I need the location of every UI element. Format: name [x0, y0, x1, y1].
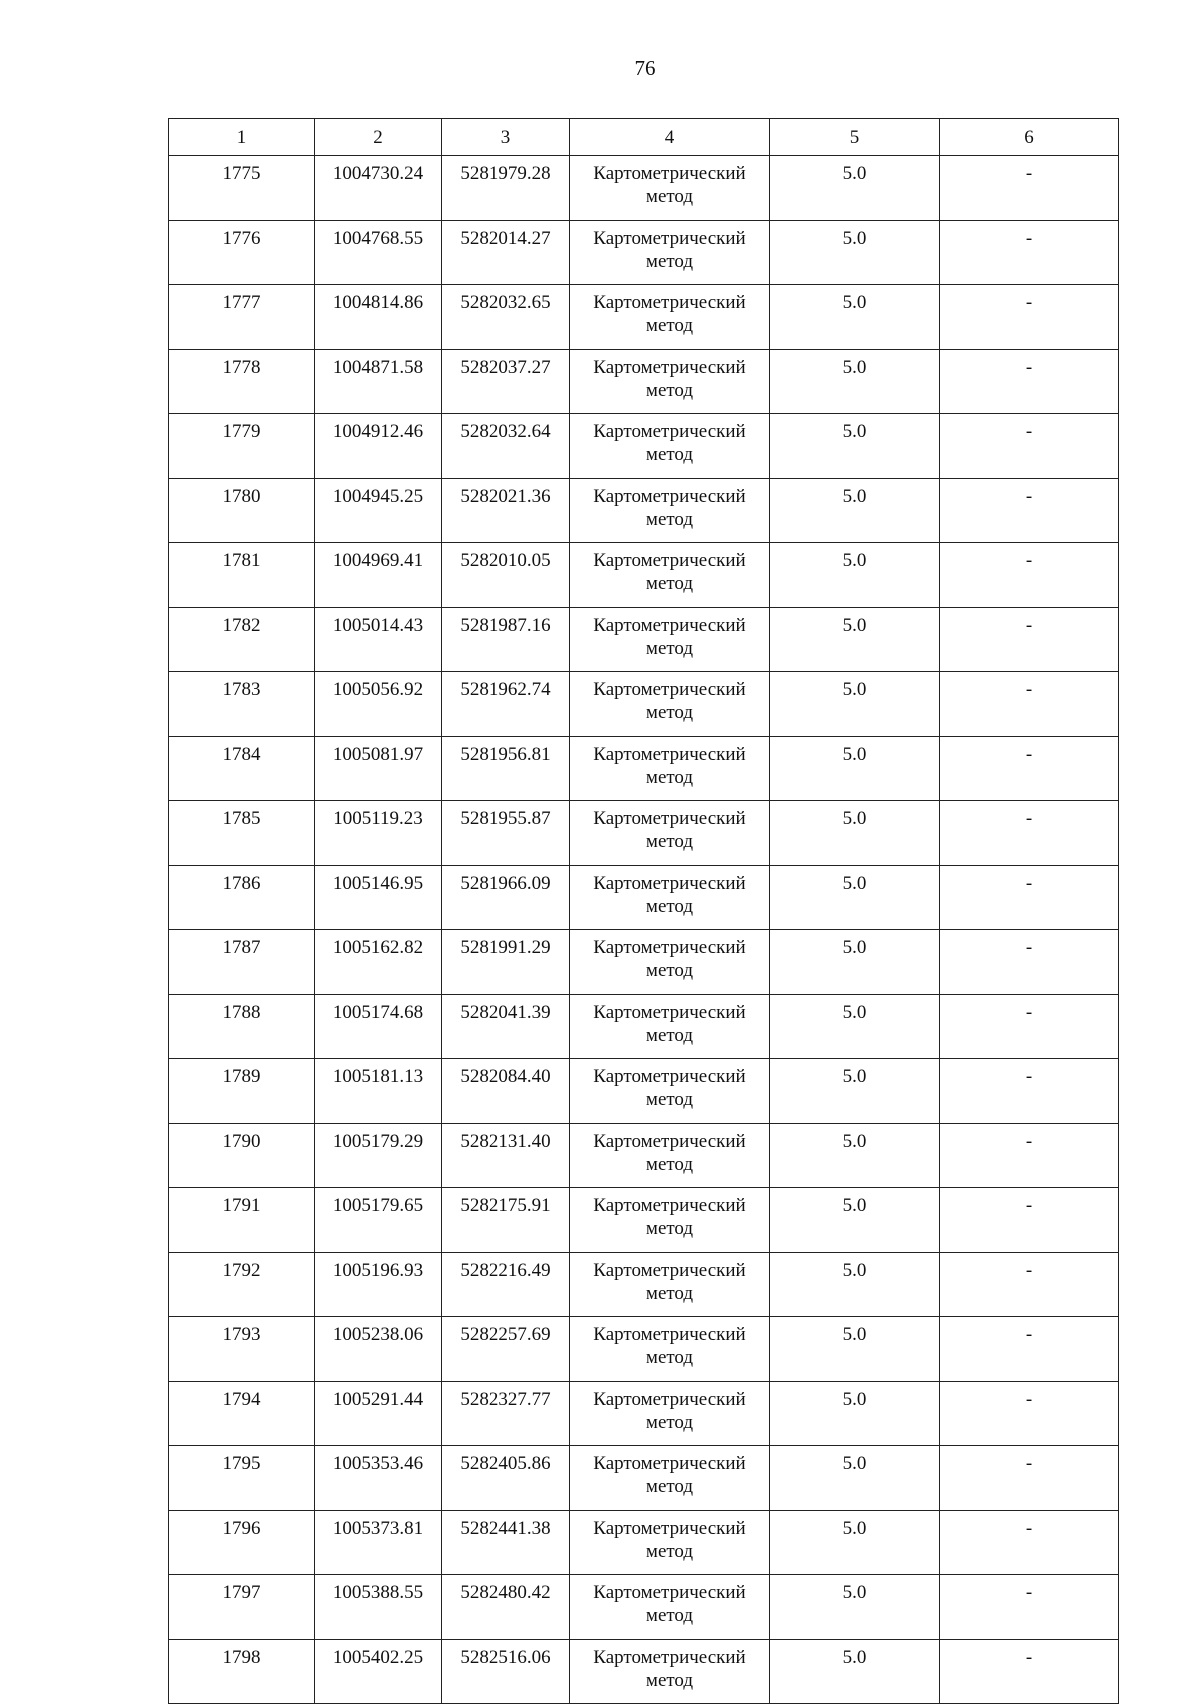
- point-number-cell: 1775: [169, 156, 315, 221]
- note-cell: -: [940, 1317, 1119, 1382]
- x-coordinate-cell: 1004871.58: [315, 349, 442, 414]
- method-cell: [570, 414, 770, 479]
- table-row: [169, 1059, 1119, 1124]
- method-text: Картометрический метод: [593, 1517, 746, 1562]
- method-text: Картометрический метод: [593, 1001, 746, 1046]
- method-text: Картометрический метод: [593, 614, 746, 659]
- method-text: Картометрический метод: [593, 1646, 746, 1691]
- accuracy-cell: 5.0: [770, 1639, 940, 1704]
- method-cell: [570, 1188, 770, 1253]
- y-coordinate-cell: 5282480.42: [442, 1575, 570, 1640]
- note-cell: -: [940, 1510, 1119, 1575]
- table-row: [169, 672, 1119, 737]
- method-cell: [570, 1123, 770, 1188]
- method-cell: [570, 285, 770, 350]
- x-coordinate-cell: 1004969.41: [315, 543, 442, 608]
- x-coordinate-cell: 1005162.82: [315, 930, 442, 995]
- point-number-cell: 1795: [169, 1446, 315, 1511]
- y-coordinate-cell: 5281979.28: [442, 156, 570, 221]
- x-coordinate-cell: 1005056.92: [315, 672, 442, 737]
- x-coordinate-cell: 1004814.86: [315, 285, 442, 350]
- point-number-cell: 1790: [169, 1123, 315, 1188]
- table-row: [169, 1639, 1119, 1704]
- method-cell: [570, 1059, 770, 1124]
- x-coordinate-cell: 1005179.65: [315, 1188, 442, 1253]
- method-text: Картометрический метод: [593, 1324, 746, 1368]
- accuracy-cell: 5.0: [770, 1317, 940, 1382]
- point-number-cell: 1777: [169, 285, 315, 350]
- accuracy-cell: 5.0: [770, 1446, 940, 1511]
- method-cell: [570, 1252, 770, 1317]
- x-coordinate-cell: 1005291.44: [315, 1381, 442, 1446]
- header-row: [169, 119, 1119, 156]
- point-number-cell: 1793: [169, 1317, 315, 1382]
- column-header-2: 2: [315, 119, 442, 156]
- note-cell: -: [940, 1575, 1119, 1640]
- accuracy-cell: 5.0: [770, 1123, 940, 1188]
- table-row: [169, 1381, 1119, 1446]
- accuracy-cell: 5.0: [770, 1059, 940, 1124]
- method-cell: [570, 156, 770, 221]
- page-number: 76: [634, 56, 656, 80]
- method-text: Картометрический метод: [593, 550, 746, 594]
- accuracy-cell: 5.0: [770, 478, 940, 543]
- method-cell: [570, 220, 770, 285]
- method-text: Картометрический метод: [593, 1195, 746, 1239]
- y-coordinate-cell: 5281956.81: [442, 736, 570, 801]
- method-cell: [570, 607, 770, 672]
- method-cell: [570, 349, 770, 414]
- accuracy-cell: 5.0: [770, 994, 940, 1059]
- note-cell: -: [940, 1381, 1119, 1446]
- y-coordinate-cell: 5282032.65: [442, 285, 570, 350]
- accuracy-cell: 5.0: [770, 1510, 940, 1575]
- x-coordinate-cell: 1004945.25: [315, 478, 442, 543]
- method-text: Картометрический метод: [593, 743, 746, 788]
- method-cell: [570, 736, 770, 801]
- y-coordinate-cell: 5282037.27: [442, 349, 570, 414]
- method-cell: [570, 543, 770, 608]
- x-coordinate-cell: 1005388.55: [315, 1575, 442, 1640]
- y-coordinate-cell: 5282216.49: [442, 1252, 570, 1317]
- method-text: Картометрический метод: [593, 1066, 746, 1110]
- note-cell: -: [940, 220, 1119, 285]
- table-row: [169, 1317, 1119, 1382]
- method-text: Картометрический метод: [593, 485, 746, 530]
- accuracy-cell: 5.0: [770, 156, 940, 221]
- method-text: Картометрический метод: [593, 1453, 746, 1497]
- point-number-cell: 1796: [169, 1510, 315, 1575]
- y-coordinate-cell: 5281991.29: [442, 930, 570, 995]
- y-coordinate-cell: 5282084.40: [442, 1059, 570, 1124]
- method-text: Картометрический метод: [593, 227, 746, 272]
- point-number-cell: 1792: [169, 1252, 315, 1317]
- x-coordinate-cell: 1005373.81: [315, 1510, 442, 1575]
- note-cell: -: [940, 543, 1119, 608]
- note-cell: -: [940, 478, 1119, 543]
- point-number-cell: 1791: [169, 1188, 315, 1253]
- accuracy-cell: 5.0: [770, 672, 940, 737]
- method-text: Картометрический метод: [593, 808, 746, 852]
- point-number-cell: 1783: [169, 672, 315, 737]
- y-coordinate-cell: 5282131.40: [442, 1123, 570, 1188]
- point-number-cell: 1787: [169, 930, 315, 995]
- x-coordinate-cell: 1005238.06: [315, 1317, 442, 1382]
- table-row: [169, 349, 1119, 414]
- note-cell: -: [940, 607, 1119, 672]
- table-row: [169, 285, 1119, 350]
- point-number-cell: 1798: [169, 1639, 315, 1704]
- x-coordinate-cell: 1005196.93: [315, 1252, 442, 1317]
- y-coordinate-cell: 5281966.09: [442, 865, 570, 930]
- y-coordinate-cell: 5282441.38: [442, 1510, 570, 1575]
- method-cell: [570, 1575, 770, 1640]
- note-cell: -: [940, 736, 1119, 801]
- accuracy-cell: 5.0: [770, 1188, 940, 1253]
- note-cell: -: [940, 1188, 1119, 1253]
- accuracy-cell: 5.0: [770, 1252, 940, 1317]
- note-cell: -: [940, 1123, 1119, 1188]
- method-cell: [570, 1381, 770, 1446]
- point-number-cell: 1779: [169, 414, 315, 479]
- x-coordinate-cell: 1005146.95: [315, 865, 442, 930]
- table-row: [169, 930, 1119, 995]
- method-cell: [570, 801, 770, 866]
- x-coordinate-cell: 1005353.46: [315, 1446, 442, 1511]
- note-cell: -: [940, 1639, 1119, 1704]
- method-text: Картометрический метод: [593, 421, 746, 465]
- method-text: Картометрический метод: [593, 163, 746, 207]
- note-cell: -: [940, 1252, 1119, 1317]
- note-cell: -: [940, 994, 1119, 1059]
- method-cell: [570, 930, 770, 995]
- x-coordinate-cell: 1005402.25: [315, 1639, 442, 1704]
- y-coordinate-cell: 5282175.91: [442, 1188, 570, 1253]
- note-cell: -: [940, 156, 1119, 221]
- note-cell: -: [940, 1446, 1119, 1511]
- accuracy-cell: 5.0: [770, 930, 940, 995]
- point-number-cell: 1781: [169, 543, 315, 608]
- method-cell: [570, 994, 770, 1059]
- table-row: [169, 220, 1119, 285]
- column-header-3: 3: [442, 119, 570, 156]
- method-text: Картометрический метод: [593, 679, 746, 723]
- accuracy-cell: 5.0: [770, 349, 940, 414]
- table-row: [169, 994, 1119, 1059]
- table-row: [169, 1446, 1119, 1511]
- x-coordinate-cell: 1005119.23: [315, 801, 442, 866]
- accuracy-cell: 5.0: [770, 285, 940, 350]
- y-coordinate-cell: 5282014.27: [442, 220, 570, 285]
- y-coordinate-cell: 5282405.86: [442, 1446, 570, 1511]
- accuracy-cell: 5.0: [770, 1381, 940, 1446]
- point-number-cell: 1789: [169, 1059, 315, 1124]
- x-coordinate-cell: 1004730.24: [315, 156, 442, 221]
- method-text: Картометрический метод: [593, 872, 746, 917]
- note-cell: -: [940, 865, 1119, 930]
- note-cell: -: [940, 930, 1119, 995]
- column-header-4: 4: [570, 119, 770, 156]
- point-number-cell: 1785: [169, 801, 315, 866]
- method-text: Картометрический метод: [593, 1582, 746, 1626]
- method-text: Картометрический метод: [593, 1130, 746, 1175]
- column-header-1: 1: [169, 119, 315, 156]
- table-row: [169, 1123, 1119, 1188]
- point-number-cell: 1786: [169, 865, 315, 930]
- accuracy-cell: 5.0: [770, 220, 940, 285]
- table-body: [169, 156, 1119, 1704]
- table-row: [169, 543, 1119, 608]
- method-text: Картометрический метод: [593, 1388, 746, 1433]
- point-number-cell: 1784: [169, 736, 315, 801]
- y-coordinate-cell: 5282021.36: [442, 478, 570, 543]
- accuracy-cell: 5.0: [770, 736, 940, 801]
- x-coordinate-cell: 1005179.29: [315, 1123, 442, 1188]
- column-header-6: 6: [940, 119, 1119, 156]
- method-cell: [570, 478, 770, 543]
- y-coordinate-cell: 5282327.77: [442, 1381, 570, 1446]
- note-cell: -: [940, 414, 1119, 479]
- y-coordinate-cell: 5282010.05: [442, 543, 570, 608]
- table-row: [169, 1252, 1119, 1317]
- coordinates-table: [168, 118, 1119, 1704]
- point-number-cell: 1794: [169, 1381, 315, 1446]
- x-coordinate-cell: 1004912.46: [315, 414, 442, 479]
- accuracy-cell: 5.0: [770, 543, 940, 608]
- table-row: [169, 1510, 1119, 1575]
- note-cell: -: [940, 349, 1119, 414]
- table-row: [169, 865, 1119, 930]
- table-row: [169, 156, 1119, 221]
- point-number-cell: 1780: [169, 478, 315, 543]
- x-coordinate-cell: 1005181.13: [315, 1059, 442, 1124]
- accuracy-cell: 5.0: [770, 1575, 940, 1640]
- x-coordinate-cell: 1005174.68: [315, 994, 442, 1059]
- column-header-5: 5: [770, 119, 940, 156]
- table-row: [169, 414, 1119, 479]
- method-text: Картометрический метод: [593, 292, 746, 336]
- accuracy-cell: 5.0: [770, 414, 940, 479]
- accuracy-cell: 5.0: [770, 801, 940, 866]
- table-row: [169, 1575, 1119, 1640]
- method-cell: [570, 1510, 770, 1575]
- accuracy-cell: 5.0: [770, 607, 940, 672]
- note-cell: -: [940, 1059, 1119, 1124]
- method-cell: [570, 1317, 770, 1382]
- method-text: Картометрический метод: [593, 356, 746, 401]
- y-coordinate-cell: 5282032.64: [442, 414, 570, 479]
- point-number-cell: 1782: [169, 607, 315, 672]
- point-number-cell: 1788: [169, 994, 315, 1059]
- accuracy-cell: 5.0: [770, 865, 940, 930]
- table-row: [169, 1188, 1119, 1253]
- method-text: Картометрический метод: [593, 1259, 746, 1304]
- y-coordinate-cell: 5282516.06: [442, 1639, 570, 1704]
- point-number-cell: 1797: [169, 1575, 315, 1640]
- table-header: [169, 119, 1119, 156]
- method-cell: [570, 1446, 770, 1511]
- note-cell: -: [940, 672, 1119, 737]
- method-text: Картометрический метод: [593, 937, 746, 981]
- x-coordinate-cell: 1005014.43: [315, 607, 442, 672]
- y-coordinate-cell: 5281962.74: [442, 672, 570, 737]
- method-cell: [570, 672, 770, 737]
- method-cell: [570, 865, 770, 930]
- y-coordinate-cell: 5281955.87: [442, 801, 570, 866]
- point-number-cell: 1778: [169, 349, 315, 414]
- table-row: [169, 607, 1119, 672]
- table-row: [169, 801, 1119, 866]
- note-cell: -: [940, 801, 1119, 866]
- point-number-cell: 1776: [169, 220, 315, 285]
- table-row: [169, 478, 1119, 543]
- x-coordinate-cell: 1005081.97: [315, 736, 442, 801]
- x-coordinate-cell: 1004768.55: [315, 220, 442, 285]
- method-cell: [570, 1639, 770, 1704]
- y-coordinate-cell: 5282257.69: [442, 1317, 570, 1382]
- table-row: [169, 736, 1119, 801]
- y-coordinate-cell: 5281987.16: [442, 607, 570, 672]
- note-cell: -: [940, 285, 1119, 350]
- y-coordinate-cell: 5282041.39: [442, 994, 570, 1059]
